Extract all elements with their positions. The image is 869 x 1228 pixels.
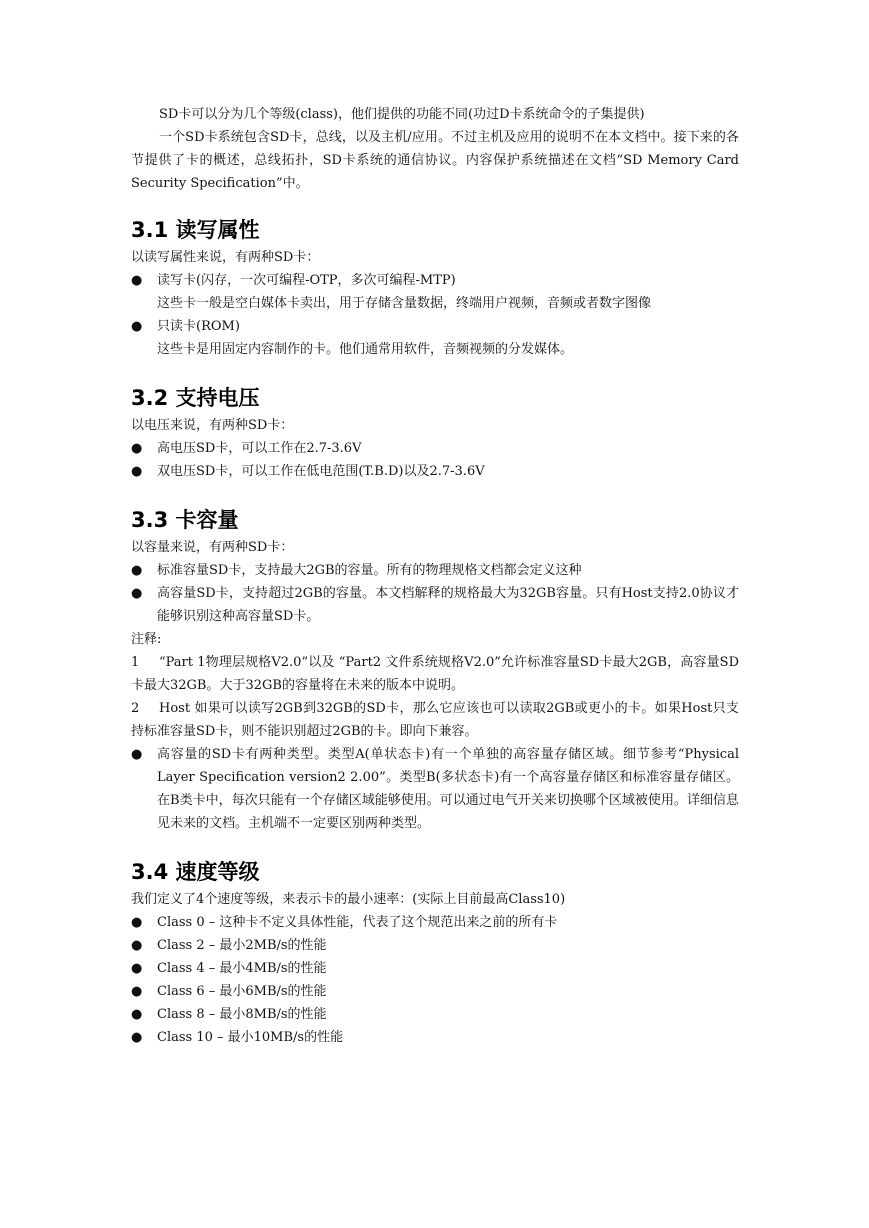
bullet-icon: ● bbox=[131, 273, 143, 288]
intro-paragraph: 一个SD卡系统包含SD卡，总线，以及主机/应用。不过主机及应用的说明不在本文档中。接下来的各节提供了卡的概述，总线拓扑，SD卡系统的通信协议。内容保护系统描述在文档“SD Memory Card Security Specification”中。 bbox=[131, 130, 739, 191]
list-item-text: 高容量SD卡，支持超过2GB的容量。本文档解释的规格最大为32GB容量。只有Host支持2.0协议才能够识别这种高容量SD卡。 bbox=[157, 586, 739, 624]
speed-class-item: Class 6 – 最小6MB/s的性能 bbox=[157, 984, 327, 999]
section-heading-3-2: 3.2 支持电压 bbox=[131, 386, 260, 410]
section-3-2-lead: 以电压来说，有两种SD卡： bbox=[131, 418, 294, 433]
list-item-description: 这些卡一般是空白媒体卡卖出，用于存储含量数据，终端用户视频，音频或者数字图像 bbox=[157, 296, 652, 311]
list-item-description: 这些卡是用固定内容制作的卡。他们通常用软件，音频视频的分发媒体。 bbox=[157, 342, 574, 357]
list-item-text: 双电压SD卡，可以工作在低电范围(T.B.D)以及2.7-3.6V bbox=[157, 464, 485, 479]
note-text: “Part 1物理层规格V2.0”以及 “Part2 文件系统规格V2.0”允许标准容量SD卡最大2GB，高容量SD卡最大32GB。大于32GB的容量将在未来的版本中说明。 bbox=[131, 655, 739, 693]
list-item bbox=[131, 911, 739, 934]
section-3-4-lead: 我们定义了4个速度等级，来表示卡的最小速率：(实际上目前最高Class10) bbox=[131, 892, 566, 907]
list-item-text: 只读卡(ROM) bbox=[157, 319, 240, 334]
list-item-text: 标准容量SD卡，支持最大2GB的容量。所有的物理规格文档都会定义这种 bbox=[157, 563, 582, 578]
note-1 bbox=[131, 651, 739, 697]
list-item bbox=[131, 559, 739, 582]
speed-class-item: Class 4 – 最小4MB/s的性能 bbox=[157, 961, 327, 976]
section-3-3-lead: 以容量来说，有两种SD卡： bbox=[131, 540, 294, 555]
list-item-text: 读写卡(闪存，一次可编程-OTP，多次可编程-MTP) bbox=[157, 273, 456, 288]
section-heading-3-1: 3.1 读写属性 bbox=[131, 218, 260, 242]
speed-class-item: Class 8 – 最小8MB/s的性能 bbox=[157, 1007, 327, 1022]
bullet-icon: ● bbox=[131, 441, 143, 456]
list-item bbox=[131, 957, 739, 980]
speed-class-item: Class 0 – 这种卡不定义具体性能，代表了这个规范出来之前的所有卡 bbox=[157, 915, 558, 930]
list-item bbox=[131, 743, 739, 835]
list-item bbox=[131, 269, 739, 292]
list-item bbox=[131, 315, 739, 338]
speed-class-item: Class 2 – 最小2MB/s的性能 bbox=[157, 938, 327, 953]
list-item-text: 高电压SD卡，可以工作在2.7-3.6V bbox=[157, 441, 362, 456]
list-item bbox=[131, 980, 739, 1003]
intro-line-1: SD卡可以分为几个等级(class)，他们提供的功能不同(功过D卡系统命令的子集提供) bbox=[159, 107, 645, 122]
bullet-icon: ● bbox=[131, 747, 143, 762]
bullet-icon: ● bbox=[131, 961, 143, 976]
list-item bbox=[131, 1003, 739, 1026]
list-item bbox=[131, 934, 739, 957]
note-number: 1 bbox=[131, 655, 140, 670]
bullet-icon: ● bbox=[131, 586, 143, 601]
section-heading-3-3: 3.3 卡容量 bbox=[131, 508, 239, 532]
bullet-icon: ● bbox=[131, 984, 143, 999]
bullet-icon: ● bbox=[131, 1007, 143, 1022]
section-3-1-lead: 以读写属性来说，有两种SD卡： bbox=[131, 250, 320, 265]
bullet-icon: ● bbox=[131, 915, 143, 930]
bullet-icon: ● bbox=[131, 464, 143, 479]
speed-class-item: Class 10 – 最小10MB/s的性能 bbox=[157, 1030, 344, 1045]
list-item bbox=[131, 582, 739, 628]
note-2 bbox=[131, 697, 739, 743]
list-item bbox=[131, 1026, 739, 1049]
note-number: 2 bbox=[131, 701, 140, 716]
document-page bbox=[131, 103, 739, 1049]
note-label: 注释: bbox=[131, 632, 162, 647]
list-item-text: 高容量的SD卡有两种类型。类型A(单状态卡)有一个单独的高容量存储区域。细节参考“Physical Layer Specification version2 2.00”。类型B(多状态卡)有一个高容量存储区和标准容量存储区。在B类卡中，每次只能有一个存储区域能够使用。可以通过电气开关来切换哪个区域被使用。详细信息见未来的文档。主机端不一定要区别两种类型。 bbox=[157, 747, 739, 831]
bullet-icon: ● bbox=[131, 563, 143, 578]
list-item bbox=[131, 437, 739, 460]
list-item bbox=[131, 460, 739, 483]
section-heading-3-4: 3.4 速度等级 bbox=[131, 860, 260, 884]
note-text: Host 如果可以读写2GB到32GB的SD卡，那么它应该也可以读取2GB或更小的卡。如果Host只支持标准容量SD卡，则不能识别超过2GB的卡。即向下兼容。 bbox=[131, 701, 739, 739]
bullet-icon: ● bbox=[131, 319, 143, 334]
bullet-icon: ● bbox=[131, 938, 143, 953]
bullet-icon: ● bbox=[131, 1030, 143, 1045]
